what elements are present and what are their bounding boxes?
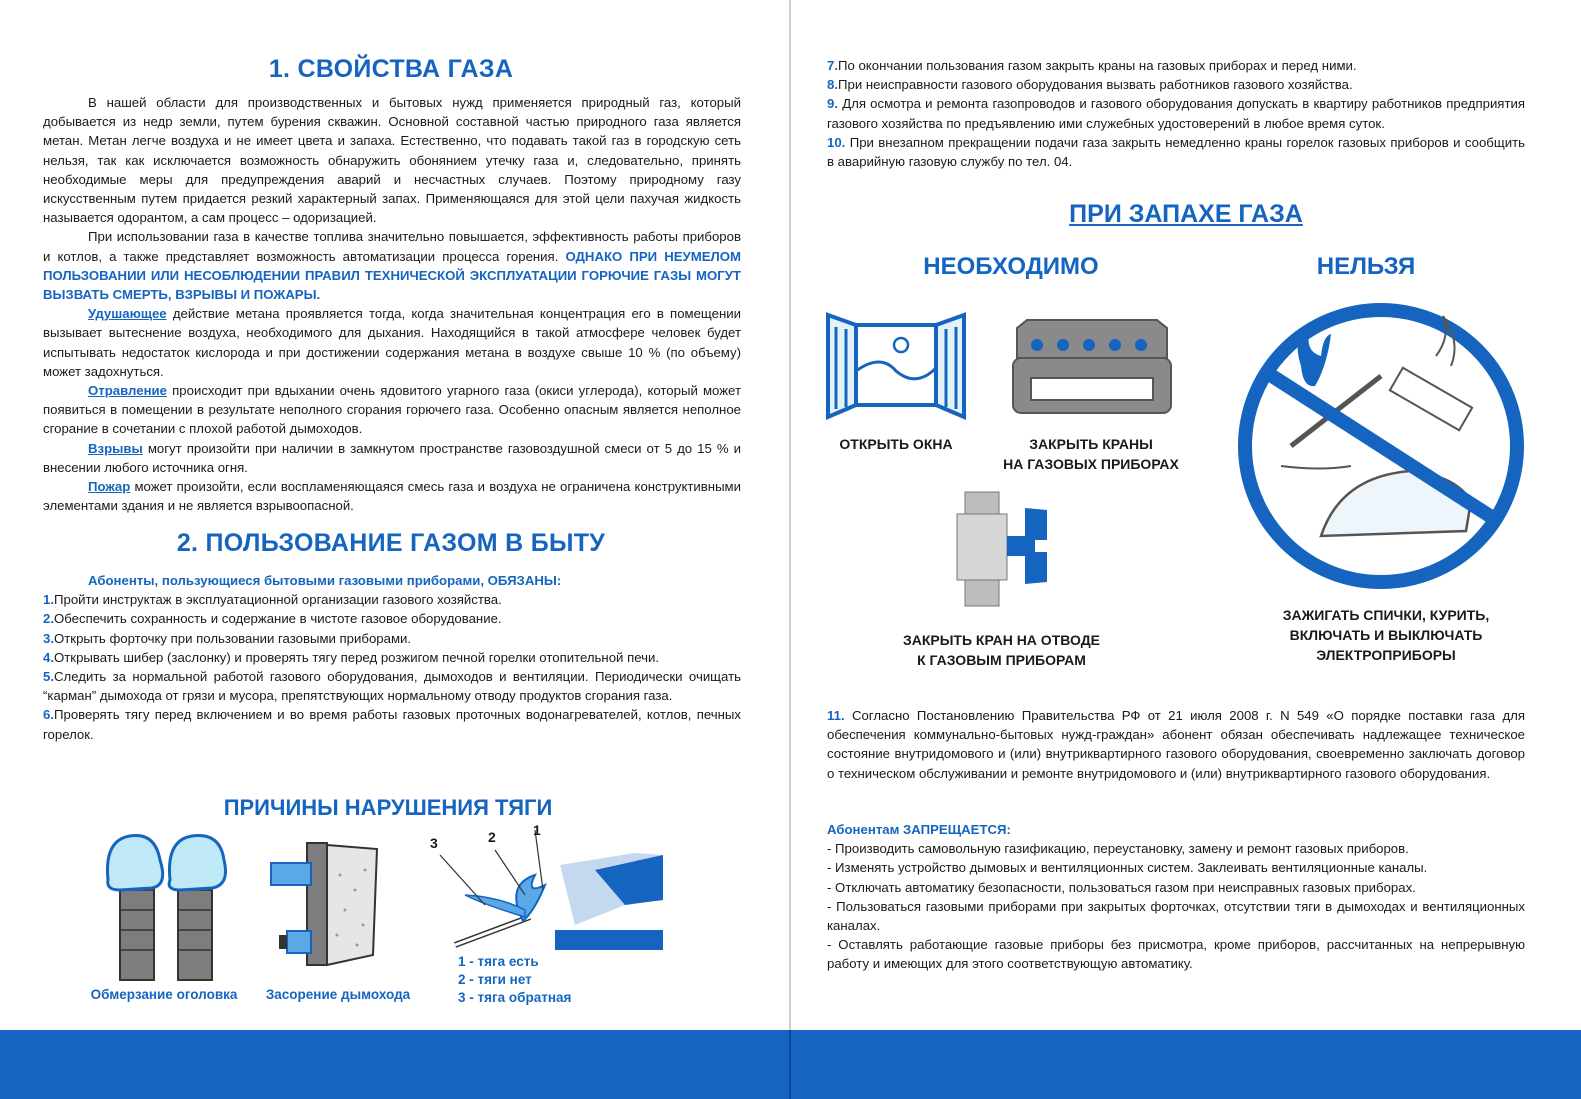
list-text: Открывать шибер (заслонку) и проверять тягу перед розжигом печной горелки отопительной печи. [54, 649, 660, 665]
left-page [0, 0, 790, 1030]
list-item [43, 648, 741, 667]
mustnot-heading: НЕЛЬЗЯ [1316, 253, 1416, 280]
forbidden-item: - Оставлять работающие газовые приборы без присмотра, кроме приборов, рассчитанных на непрерывную работу и имеющих для этого соответствующую автоматику. [827, 937, 1525, 972]
list-text: Для осмотра и ремонта газопроводов и газового оборудования допускать в квартиру работников предприятия газового хозяйства по предъявлению ими служебных удостоверений в любое время суток. [827, 96, 1525, 131]
forbidden-item: - Пользоваться газовыми приборами при закрытых форточках, отсутствии тяги в дымоходах и вентиляционных каналах. [827, 898, 1525, 934]
forbidden-list [827, 820, 1525, 974]
list-number: 5. [43, 669, 54, 685]
caption-open-windows: ОТКРЫТЬ ОКНА [839, 436, 953, 452]
caption-line: ЗАЖИГАТЬ СПИЧКИ, КУРИТЬ, [1282, 607, 1490, 623]
gas-valve-icon [951, 490, 1061, 610]
right-list [827, 56, 1525, 171]
footer-band-fold [789, 1030, 791, 1099]
stove-icon [1007, 318, 1177, 418]
caption-clog: Засорение дымохода [265, 987, 411, 1002]
section1-paragraph-1: В нашей области для производственных и бытовых нужд применяется природный газ, который добывается из недр земли, путем бурения скважин. Основной составной частью природного газа является метан. Метан легче воздуха и не имеет цвета и запаха. Естественно, что подавать такой газ в городскую сеть нельзя, так как исключается возможность обнаружить обонянием утечку газа и, следовательно, принять необходимые меры для предупреждения аварий и несчастных случаев. Поэтому природному газу искусственным путем придается резкий характерный запах. Применяющаяся для этой цели пахучая жидкость называется одорантом, а сам процесс – одоризацией. [43, 95, 741, 226]
caption-close-valve [889, 630, 1114, 670]
list-text: Следить за нормальной работой газового оборудования, дымоходов и вентиляции. Периодически очищать “карман” дымохода от грязи и мусора, препятствующих нормальному отводу продуктов сгорания газа. [43, 669, 741, 704]
forbidden-item: - Изменять устройство дымовых и вентиляционных систем. Заклеивать вентиляционные каналы. [827, 860, 1428, 876]
term-poisoning: Отравление [88, 383, 167, 399]
forbidden-title: Абонентам ЗАПРЕЩАЕТСЯ: [827, 822, 1011, 837]
term-paragraph [43, 439, 741, 477]
must-heading: НЕОБХОДИМО [923, 253, 1099, 280]
legend-item: 3 - тяга обратная [458, 990, 572, 1005]
smell-title: ПРИ ЗАПАХЕ ГАЗА [1069, 200, 1303, 228]
term-suffocation: Удушающее [88, 306, 167, 322]
list-item [43, 667, 741, 705]
caption-frost: Обмерзание оголовка [90, 987, 238, 1002]
caption-close-taps [991, 434, 1191, 474]
term-paragraph [43, 477, 741, 515]
list-item [827, 56, 1525, 75]
draft-title: ПРИЧИНЫ НАРУШЕНИЯ ТЯГИ [223, 795, 553, 820]
list-text: Открыть форточку при пользовании газовыми приборами. [54, 630, 412, 646]
term-explosions: Взрывы [88, 440, 143, 456]
term-fire: Пожар [88, 479, 131, 495]
list-number: 9. [827, 96, 838, 112]
term-paragraph [43, 304, 741, 381]
term-paragraph [43, 381, 741, 439]
forbidden-item: - Отключать автоматику безопасности, пользоваться газом при неисправных газовых приборах. [827, 879, 1416, 895]
list-text: Согласно Постановлению Правительства РФ от 21 июля 2008 г. N 549 «О порядке поставки газа для обеспечения коммунально-бытовых нужд-граждан» абонент обязан обеспечивать надлежащее техническое состояние внутридомового и (или) внутриквартирного газового оборудования, своевременно заключать договор о техническом обслуживании и ремонте внутридомового и (или) внутриквартирного газового оборудования. [827, 708, 1525, 781]
term-text: могут произойти при наличии в замкнутом пространстве газовоздушной смеси от 5 до 15 % и внесении любого источника огня. [43, 440, 742, 475]
term-text: происходит при вдыхании очень ядовитого угарного газа (окиси углерода), который может появиться в помещении в результате неполного сгорания горючего газа. Особенно опасным является неполное сгорание в сочетании с плохой работой дымоходов. [43, 383, 741, 437]
list-number: 1. [43, 592, 54, 608]
legend-item: 2 - тяги нет [458, 972, 532, 987]
list-number: 2. [43, 611, 54, 627]
caption-line: К ГАЗОВЫМ ПРИБОРАМ [917, 652, 1086, 668]
list-text: По окончании пользования газом закрыть краны на газовых приборах и перед ними. [838, 58, 1357, 73]
warning-text: ОДНАКО ПРИ НЕУМЕЛОМ ПОЛЬЗОВАНИИ ИЛИ НЕСОБЛЮДЕНИИ ПРАВИЛ ТЕХНИЧЕСКОЙ ЭКСПЛУАТАЦИИ ГОРЮЧИЕ ГАЗЫ МОГУТ ВЫЗВАТЬ СМЕРТЬ, ВЗРЫВЫ И ПОЖАРЫ. [43, 248, 741, 303]
prohibition-icon [1231, 296, 1531, 596]
caption-line: НА ГАЗОВЫХ ПРИБОРАХ [1003, 456, 1179, 472]
right-page [791, 0, 1581, 1030]
chimney-clog-illustration [265, 835, 395, 975]
section1-title: 1. СВОЙСТВА ГАЗА [268, 55, 514, 83]
term-text: действие метана проявляется тогда, когда значительная концентрация его в помещении вызывает вытеснение воздуха, необходимого для дыхания. Находящийся в такой атмосфере человек будет испытывать недостаток кислорода и при достижении содержания метана в воздухе свыше 10 % (по объему) может задохнуться. [43, 306, 741, 379]
item-11 [827, 706, 1525, 783]
list-number: 10. [827, 134, 846, 150]
list-item [827, 94, 1525, 132]
list-item [43, 705, 741, 743]
section1-body [43, 93, 741, 515]
list-number: 3. [43, 630, 54, 646]
list-text: Проверять тягу перед включением и во время работы газовых проточных водонагревателей, котлов, печных горелок. [43, 707, 741, 742]
caption-line: ВКЛЮЧАТЬ И ВЫКЛЮЧАТЬ [1289, 627, 1483, 643]
list-number: 8. [827, 77, 838, 93]
section1-paragraph-2 [43, 227, 741, 304]
term-text: может произойти, если воспламеняющаяся смесь газа и воздуха не ограничена конструктивными элементами здания и не является взрывоопасной. [43, 479, 741, 514]
caption-forbidden-actions [1261, 605, 1511, 665]
section2-intro: Абоненты, пользующиеся бытовыми газовыми приборами, ОБЯЗАНЫ: [88, 573, 562, 588]
draft-flame-illustration [425, 825, 675, 955]
marker-3: 3 [430, 835, 438, 851]
list-number: 6. [43, 707, 54, 723]
list-text: При неисправности газового оборудования вызвать работников газового хозяйства. [838, 77, 1353, 93]
open-window-icon [826, 313, 966, 423]
list-item [827, 133, 1525, 171]
legend-item: 1 - тяга есть [458, 954, 539, 969]
list-item [43, 629, 741, 648]
caption-line: ЗАКРЫТЬ КРАНЫ [1029, 436, 1153, 452]
item-11-paragraph [827, 706, 1525, 783]
section2-body [43, 571, 741, 744]
caption-line: ЭЛЕКТРОПРИБОРЫ [1316, 647, 1456, 663]
list-number: 4. [43, 649, 54, 665]
list-item [43, 609, 741, 628]
forbidden-item: - Производить самовольную газификацию, переустановку, замену и ремонт газовых приборов. [827, 841, 1409, 857]
section2-title: 2. ПОЛЬЗОВАНИЕ ГАЗОМ В БЫТУ [176, 529, 606, 557]
list-item [43, 590, 741, 609]
draft-legend [458, 953, 571, 1007]
list-item [827, 75, 1525, 94]
list-text: При внезапном прекращении подачи газа закрыть немедленно краны горелок газовых приборов и сообщить в аварийную газовую службу по тел. 04. [827, 134, 1525, 170]
caption-line: ЗАКРЫТЬ КРАН НА ОТВОДЕ [902, 632, 1101, 648]
marker-2: 2 [488, 829, 496, 845]
chimney-frost-illustration [100, 830, 230, 990]
list-number: 7. [827, 58, 838, 73]
list-text: Обеспечить сохранность и содержание в чистоте газовое оборудование. [54, 611, 502, 627]
section1-paragraph-2-text: При использовании газа в качестве топлива значительно повышается, эффективность работы приборов и котлов, а также представляет возможность автоматизации процесса горения. [43, 229, 741, 264]
list-number: 11. [827, 708, 845, 723]
list-text: Пройти инструктаж в эксплуатационной организации газового хозяйства. [54, 592, 502, 608]
marker-1: 1 [533, 822, 541, 838]
